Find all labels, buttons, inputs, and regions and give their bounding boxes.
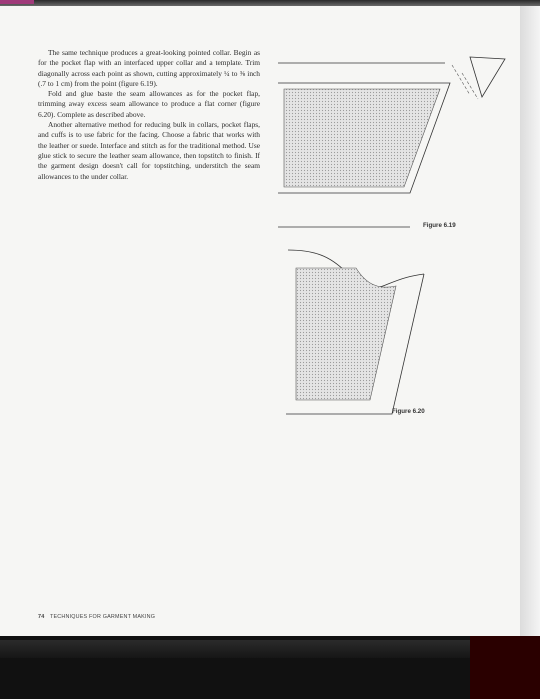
page-right-margin [520, 6, 540, 636]
paragraph-2: Fold and glue baste the seam allowances as for the pocket flap, trimming away excess seam allowance to produce a flat corner (figure 6.20). Complete as described above. [38, 89, 260, 119]
page-footer [38, 614, 155, 620]
figure-6-19-caption: Figure 6.19 [423, 222, 456, 229]
body-text [38, 48, 260, 182]
running-title: TECHNIQUES FOR GARMENT MAKING [50, 614, 156, 620]
figure-6-20-caption: Figure 6.20 [392, 408, 425, 415]
figure-6-20-illustration [278, 238, 438, 418]
figure-6-19-illustration [270, 55, 510, 235]
scan-bottom-band [0, 640, 540, 658]
scan-top-tab [0, 0, 34, 4]
page-number: 74 [38, 614, 45, 620]
paragraph-1: The same technique produces a great-looking pointed collar. Begin as for the pocket flap with an interfaced upper collar and a template. Trim diagonally across each point as shown, cutting approximately ¼ to ⅜ inch (.7 to 1 cm) from the point (figure 6.19). [38, 48, 260, 88]
scan-bottom-corner [470, 636, 540, 699]
scan-bottom-edge [0, 636, 540, 699]
paragraph-3: Another alternative method for reducing bulk in collars, pocket flaps, and cuffs is to use fabric for the facing. Choose a fabric that works with the leather or suede. Interface and stitch as for the traditional method. Use glue stick to secure the leather seam allowance, then topstitch to finish. If the garment design doesn't call for topstitching, understitch the seam allowances to the under collar. [38, 120, 260, 181]
